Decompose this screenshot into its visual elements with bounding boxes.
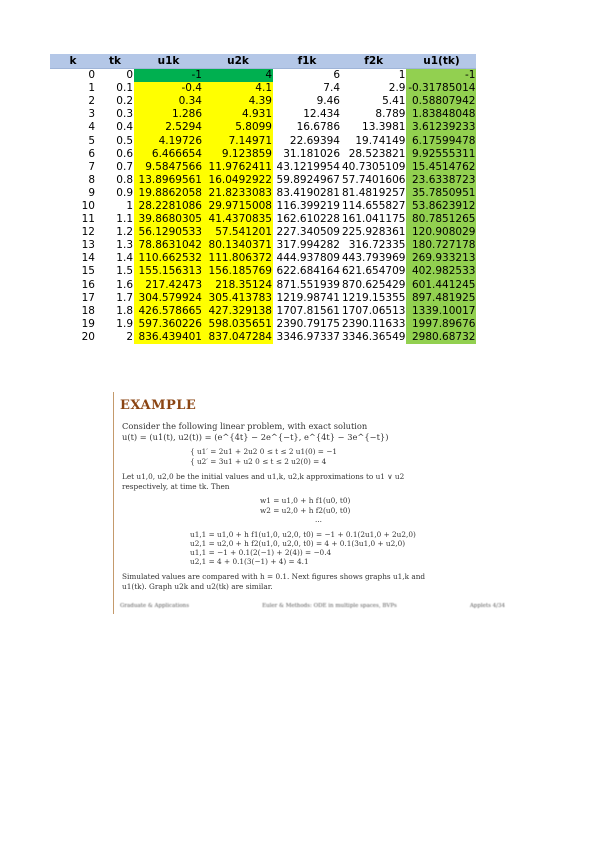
k-cell[interactable]: 9 bbox=[88, 186, 95, 199]
column-header-f1k[interactable]: f1k bbox=[273, 54, 341, 69]
f2k-cell[interactable]: 870.625429 bbox=[342, 278, 406, 291]
f2k-cell[interactable]: 5.41 bbox=[382, 95, 406, 108]
f1k-cell[interactable]: 7.4 bbox=[323, 82, 340, 95]
u1-exact-cell[interactable]: 15.4514762 bbox=[406, 161, 476, 174]
f1k-cell[interactable]: 31.181026 bbox=[283, 147, 340, 160]
f1k-cell[interactable]: 444.937809 bbox=[276, 252, 340, 265]
f1k-cell[interactable]: 317.994282 bbox=[276, 239, 340, 252]
f2k-cell[interactable]: 1707.06513 bbox=[342, 304, 406, 317]
u1-exact-cell[interactable]: 6.17599478 bbox=[406, 134, 476, 147]
u1-exact-cell[interactable]: 1339.10017 bbox=[406, 305, 476, 318]
f2k-cell[interactable]: 81.4819257 bbox=[342, 186, 406, 199]
f1k-cell[interactable]: 43.1219954 bbox=[276, 160, 340, 173]
tk-cell[interactable]: 1.1 bbox=[116, 213, 133, 226]
tk-cell[interactable]: 0.8 bbox=[116, 173, 133, 186]
u1k-cell[interactable]: 9.5847566 bbox=[134, 161, 203, 174]
u2k-cell[interactable]: 305.413783 bbox=[203, 292, 273, 305]
f1k-cell[interactable]: 6 bbox=[333, 69, 340, 82]
f1k-cell[interactable]: 9.46 bbox=[316, 95, 340, 108]
u1-exact-cell[interactable]: 53.8623912 bbox=[406, 200, 476, 213]
u1-exact-cell[interactable]: -0.31785014 bbox=[408, 82, 476, 95]
u2k-cell[interactable]: 29.9715008 bbox=[203, 200, 273, 213]
u1k-cell[interactable]: 4.19726 bbox=[134, 134, 203, 147]
u1k-cell[interactable]: -0.4 bbox=[134, 82, 203, 95]
u1-exact-cell[interactable]: 1997.89676 bbox=[406, 318, 476, 331]
tk-cell[interactable]: 1.4 bbox=[116, 252, 133, 265]
table-row bbox=[50, 121, 476, 134]
table-row bbox=[50, 292, 476, 305]
f2k-cell[interactable]: 57.7401606 bbox=[342, 173, 406, 186]
slide-equation-line: ... bbox=[315, 515, 322, 524]
table-row bbox=[50, 226, 476, 239]
u2k-cell[interactable]: 218.35124 bbox=[203, 279, 273, 292]
f1k-cell[interactable]: 162.610228 bbox=[276, 213, 340, 226]
u1k-cell[interactable]: 19.8862058 bbox=[134, 187, 203, 200]
u1-exact-cell[interactable]: 120.908029 bbox=[406, 226, 476, 239]
u1-exact-cell[interactable]: 80.7851265 bbox=[406, 213, 476, 226]
f1k-cell[interactable]: 59.8924967 bbox=[276, 173, 340, 186]
slide-equation-line: u2,1 = 4 + 0.1(3(−1) + 4) = 4.1 bbox=[190, 557, 309, 566]
tk-cell[interactable]: 1.7 bbox=[116, 291, 133, 304]
tk-cell[interactable]: 1.3 bbox=[116, 239, 133, 252]
k-cell[interactable]: 0 bbox=[88, 69, 95, 82]
slide-equation-line: { u2′ = 3u1 + u2 0 ≤ t ≤ 2 u2(0) = 4 bbox=[190, 457, 327, 466]
slide-text-line: respectively, at time tk. Then bbox=[122, 482, 230, 491]
k-cell[interactable]: 8 bbox=[88, 173, 95, 186]
u2k-cell[interactable]: 11.9762411 bbox=[203, 161, 273, 174]
tk-cell[interactable]: 1 bbox=[126, 199, 133, 212]
u2k-cell[interactable]: 5.8099 bbox=[203, 121, 273, 134]
u1-exact-cell[interactable]: 9.92555311 bbox=[406, 148, 476, 161]
k-cell[interactable]: 19 bbox=[81, 317, 95, 330]
slide-footer bbox=[120, 603, 505, 609]
tk-cell[interactable]: 0.5 bbox=[116, 134, 133, 147]
f2k-cell[interactable]: 2390.11633 bbox=[342, 317, 406, 330]
k-cell[interactable]: 11 bbox=[81, 213, 95, 226]
column-header-u1-exact[interactable]: u1(tk) bbox=[406, 54, 476, 69]
f2k-cell[interactable]: 8.789 bbox=[375, 108, 406, 121]
slide-text-line: Consider the following linear problem, with exact solution bbox=[122, 421, 368, 431]
table-row bbox=[50, 69, 476, 83]
spreadsheet-table bbox=[50, 54, 476, 344]
f2k-cell[interactable]: 316.72335 bbox=[348, 239, 406, 252]
tk-cell[interactable]: 0.9 bbox=[116, 186, 133, 199]
f2k-cell[interactable]: 621.654709 bbox=[342, 265, 406, 278]
table-row bbox=[50, 134, 476, 147]
table-row bbox=[50, 239, 476, 252]
tk-cell[interactable]: 0.1 bbox=[116, 82, 133, 95]
f2k-cell[interactable]: 3346.36549 bbox=[342, 330, 406, 343]
slide-text-line: Simulated values are compared with h = 0.1. Next figures shows graphs u1,k and bbox=[122, 572, 426, 581]
u1k-cell[interactable]: 155.156313 bbox=[134, 265, 203, 278]
u1-exact-cell[interactable]: -1 bbox=[406, 69, 476, 83]
u1-exact-cell[interactable]: 402.982533 bbox=[406, 265, 476, 278]
u1k-cell[interactable]: 426.578665 bbox=[134, 305, 203, 318]
u1-exact-cell[interactable]: 1.83848048 bbox=[406, 108, 476, 121]
table-row bbox=[50, 161, 476, 174]
u1k-cell[interactable]: 1.286 bbox=[134, 108, 203, 121]
f2k-cell[interactable]: 114.655827 bbox=[342, 199, 406, 212]
k-cell[interactable]: 3 bbox=[88, 108, 95, 121]
slide-equation-line: u2,1 = u2,0 + h f2(u1,0, u2,0, t0) = 4 + 0.1(3u1,0 + u2,0) bbox=[190, 539, 406, 548]
k-cell[interactable]: 10 bbox=[81, 199, 95, 212]
u2k-cell[interactable]: 4 bbox=[203, 69, 273, 83]
k-cell[interactable]: 18 bbox=[81, 304, 95, 317]
table-row bbox=[50, 108, 476, 121]
u1k-cell[interactable]: 597.360226 bbox=[134, 318, 203, 331]
k-cell[interactable]: 14 bbox=[81, 252, 95, 265]
f1k-cell[interactable]: 1219.98741 bbox=[276, 291, 340, 304]
k-cell[interactable]: 17 bbox=[81, 291, 95, 304]
f2k-cell[interactable]: 225.928361 bbox=[342, 226, 406, 239]
f1k-cell[interactable]: 3346.97337 bbox=[276, 330, 340, 343]
u2k-cell[interactable]: 9.123859 bbox=[203, 148, 273, 161]
k-cell[interactable]: 16 bbox=[81, 278, 95, 291]
table-row bbox=[50, 213, 476, 226]
slide-equation-line: u1,1 = −1 + 0.1(2(−1) + 2(4)) = −0.4 bbox=[190, 548, 332, 557]
u2k-cell[interactable]: 57.541201 bbox=[203, 226, 273, 239]
u1-exact-cell[interactable]: 3.61239233 bbox=[406, 121, 476, 134]
tk-cell[interactable]: 1.8 bbox=[116, 304, 133, 317]
f2k-cell[interactable]: 2.9 bbox=[388, 82, 406, 95]
slide-text-line: u1(tk). Graph u2k and u2(tk) are similar. bbox=[122, 582, 273, 591]
f1k-cell[interactable]: 16.6786 bbox=[296, 121, 340, 134]
slide-text-line: u(t) = (u1(t), u2(t)) = (e^{4t} − 2e^{−t}, e^{4t} − 3e^{−t}) bbox=[122, 432, 389, 442]
u1k-cell[interactable]: 28.2281086 bbox=[134, 200, 203, 213]
f2k-cell[interactable]: 28.523821 bbox=[348, 147, 406, 160]
slide-equation-line: w1 = u1,0 + h f1(u0, t0) bbox=[260, 496, 351, 505]
slide-footer-center: Euler & Methods: ODE in multiple spaces, BVPs bbox=[262, 603, 397, 609]
u1k-cell[interactable]: 2.5294 bbox=[134, 121, 203, 134]
table-row bbox=[50, 95, 476, 108]
u1k-cell[interactable]: 217.42473 bbox=[134, 279, 203, 292]
table-row bbox=[50, 265, 476, 278]
table-row bbox=[50, 331, 476, 344]
k-cell[interactable]: 1 bbox=[88, 82, 95, 95]
u1-exact-cell[interactable]: 601.441245 bbox=[406, 279, 476, 292]
f1k-cell[interactable]: 2390.79175 bbox=[276, 317, 340, 330]
u1k-cell[interactable]: 110.662532 bbox=[134, 252, 203, 265]
u2k-cell[interactable]: 427.329138 bbox=[203, 305, 273, 318]
u1k-cell[interactable]: 836.439401 bbox=[134, 331, 203, 344]
k-cell[interactable]: 2 bbox=[88, 95, 95, 108]
f1k-cell[interactable]: 12.434 bbox=[303, 108, 340, 121]
slide-footer-left: Graduate & Applications bbox=[120, 603, 190, 609]
table-row bbox=[50, 82, 476, 95]
tk-cell[interactable]: 0.2 bbox=[116, 95, 133, 108]
column-header-u2k[interactable]: u2k bbox=[203, 54, 273, 69]
table-row bbox=[50, 252, 476, 265]
u2k-cell[interactable]: 4.931 bbox=[203, 108, 273, 121]
k-cell[interactable]: 15 bbox=[81, 265, 95, 278]
column-header-tk[interactable]: tk bbox=[96, 54, 134, 69]
slide-text-line: Let u1,0, u2,0 be the initial values and u1,k, u2,k approximations to u1 ∨ u2 bbox=[122, 472, 405, 481]
table-row bbox=[50, 148, 476, 161]
u2k-cell[interactable]: 7.14971 bbox=[203, 134, 273, 147]
tk-cell[interactable]: 1.6 bbox=[116, 278, 133, 291]
tk-cell[interactable]: 0.4 bbox=[116, 121, 133, 134]
f2k-cell[interactable]: 443.793969 bbox=[342, 252, 406, 265]
slide-equation-line: u1,1 = u1,0 + h f1(u1,0, u2,0, t0) = −1 + 0.1(2u1,0 + 2u2,0) bbox=[190, 530, 416, 539]
u2k-cell[interactable]: 41.4370835 bbox=[203, 213, 273, 226]
slide-footer-right: Applets 4/34 bbox=[469, 603, 505, 609]
u1k-cell[interactable]: 78.8631042 bbox=[134, 239, 203, 252]
u2k-cell[interactable]: 80.1340371 bbox=[203, 239, 273, 252]
column-header-k[interactable]: k bbox=[50, 54, 96, 69]
table-row bbox=[50, 187, 476, 200]
embedded-slide-image bbox=[110, 392, 510, 614]
f2k-cell[interactable]: 1 bbox=[398, 69, 406, 82]
tk-cell[interactable]: 0.3 bbox=[116, 108, 133, 121]
k-cell[interactable]: 20 bbox=[81, 330, 95, 343]
slide-margin-rule bbox=[113, 392, 114, 614]
u2k-cell[interactable]: 156.185769 bbox=[203, 265, 273, 278]
u2k-cell[interactable]: 837.047284 bbox=[203, 331, 273, 344]
table-header-row bbox=[50, 54, 476, 69]
tk-cell[interactable]: 0 bbox=[126, 69, 133, 82]
u1k-cell[interactable]: 56.1290533 bbox=[134, 226, 203, 239]
f2k-cell[interactable]: 161.041175 bbox=[342, 213, 406, 226]
u1-exact-cell[interactable]: 269.933213 bbox=[406, 252, 476, 265]
slide-equation-line: w2 = u2,0 + h f2(u0, t0) bbox=[260, 506, 351, 515]
f1k-cell[interactable]: 227.340509 bbox=[276, 226, 340, 239]
u1k-cell[interactable]: 0.34 bbox=[134, 95, 203, 108]
table-row bbox=[50, 200, 476, 213]
slide-equation-line: { u1′ = 2u1 + 2u2 0 ≤ t ≤ 2 u1(0) = −1 bbox=[190, 447, 337, 456]
u1k-cell[interactable]: 304.579924 bbox=[134, 292, 203, 305]
f1k-cell[interactable]: 22.69394 bbox=[289, 134, 340, 147]
k-cell[interactable]: 7 bbox=[88, 160, 95, 173]
u2k-cell[interactable]: 598.035651 bbox=[203, 318, 273, 331]
u1-exact-cell[interactable]: 0.58807942 bbox=[406, 95, 476, 108]
tk-cell[interactable]: 1.5 bbox=[116, 265, 133, 278]
u2k-cell[interactable]: 21.8233083 bbox=[203, 187, 273, 200]
u2k-cell[interactable]: 16.0492922 bbox=[203, 174, 273, 187]
u1k-cell[interactable]: 13.8969561 bbox=[134, 174, 203, 187]
tk-cell[interactable]: 2 bbox=[126, 330, 133, 343]
u2k-cell[interactable]: 4.1 bbox=[203, 82, 273, 95]
u2k-cell[interactable]: 111.806372 bbox=[203, 252, 273, 265]
f2k-cell[interactable]: 13.3981 bbox=[362, 121, 406, 134]
k-cell[interactable]: 13 bbox=[81, 239, 95, 252]
f1k-cell[interactable]: 116.399219 bbox=[276, 199, 340, 212]
f1k-cell[interactable]: 622.684164 bbox=[276, 265, 340, 278]
table-row bbox=[50, 174, 476, 187]
tk-cell[interactable]: 1.9 bbox=[116, 317, 133, 330]
table-row bbox=[50, 318, 476, 331]
table-row bbox=[50, 279, 476, 292]
u1-exact-cell[interactable]: 35.7850951 bbox=[406, 187, 476, 200]
u1-exact-cell[interactable]: 180.727178 bbox=[406, 239, 476, 252]
f2k-cell[interactable]: 40.7305109 bbox=[342, 160, 406, 173]
u1-exact-cell[interactable]: 23.6338723 bbox=[406, 174, 476, 187]
tk-cell[interactable]: 1.2 bbox=[116, 226, 133, 239]
f1k-cell[interactable]: 871.551939 bbox=[276, 278, 340, 291]
f2k-cell[interactable]: 19.74149 bbox=[355, 134, 406, 147]
f1k-cell[interactable]: 83.4190281 bbox=[276, 186, 340, 199]
column-header-f2k[interactable]: f2k bbox=[341, 54, 406, 69]
f2k-cell[interactable]: 1219.15355 bbox=[342, 291, 406, 304]
u2k-cell[interactable]: 4.39 bbox=[203, 95, 273, 108]
k-cell[interactable]: 6 bbox=[88, 147, 95, 160]
u1-exact-cell[interactable]: 897.481925 bbox=[406, 292, 476, 305]
u1k-cell[interactable]: 6.466654 bbox=[134, 148, 203, 161]
k-cell[interactable]: 5 bbox=[88, 134, 95, 147]
k-cell[interactable]: 12 bbox=[81, 226, 95, 239]
column-header-u1k[interactable]: u1k bbox=[134, 54, 203, 69]
tk-cell[interactable]: 0.6 bbox=[116, 147, 133, 160]
k-cell[interactable]: 4 bbox=[88, 121, 95, 134]
table-row bbox=[50, 305, 476, 318]
tk-cell[interactable]: 0.7 bbox=[116, 160, 133, 173]
f1k-cell[interactable]: 1707.81561 bbox=[276, 304, 340, 317]
u1k-cell[interactable]: 39.8680305 bbox=[134, 213, 203, 226]
slide-title: EXAMPLE bbox=[120, 398, 197, 413]
u1-exact-cell[interactable]: 2980.68732 bbox=[406, 331, 476, 344]
u1k-cell[interactable]: -1 bbox=[134, 69, 203, 83]
